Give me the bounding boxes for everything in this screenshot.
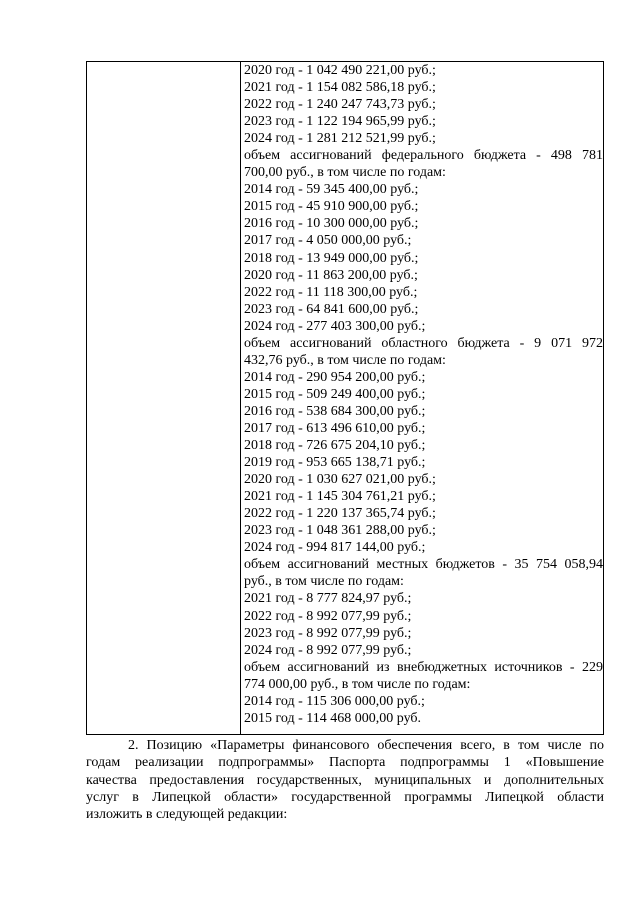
table-line: 2014 год - 115 306 000,00 руб.; [244, 693, 425, 709]
paragraph-line: 2. Позицию «Параметры финансового обеспечения всего, в том числе по [128, 738, 604, 753]
table-line: 432,76 руб., в том числе по годам: [244, 352, 446, 368]
table-line: объем ассигнований областного бюджета - 9 071 972 [244, 335, 603, 351]
table-line: 2020 год - 1 030 627 021,00 руб.; [244, 472, 436, 488]
table-line: 2018 год - 726 675 204,10 руб.; [244, 438, 426, 454]
table-line: 2015 год - 114 468 000,00 руб. [244, 710, 422, 726]
table-line: 2022 год - 1 220 137 365,74 руб.; [244, 506, 436, 522]
table-line: 2016 год - 538 684 300,00 руб.; [244, 403, 426, 419]
table-line: 2024 год - 994 817 144,00 руб.; [244, 540, 426, 556]
table-line: 774 000,00 руб., в том числе по годам: [244, 676, 471, 692]
table-line: 2024 год - 277 403 300,00 руб.; [244, 318, 426, 334]
table-line: 2023 год - 1 122 194 965,99 руб.; [244, 114, 436, 130]
table-value-cell [242, 62, 603, 734]
table-line: 2021 год - 8 777 824,97 руб.; [244, 591, 412, 607]
table-line: объем ассигнований федерального бюджета - 498 781 [244, 148, 603, 164]
paragraph-line: изложить в следующей редакции: [86, 807, 288, 823]
table-line: 2021 год - 1 154 082 586,18 руб.; [244, 80, 436, 96]
table-line: 2018 год - 13 949 000,00 руб.; [244, 250, 419, 266]
amendment-paragraph [86, 737, 604, 823]
table-line: 2024 год - 1 281 212 521,99 руб.; [244, 131, 436, 147]
table-label-cell [87, 62, 241, 734]
table-line: 2020 год - 1 042 490 221,00 руб.; [244, 63, 436, 78]
table-line: 2024 год - 8 992 077,99 руб.; [244, 642, 412, 658]
table-line: 2019 год - 953 665 138,71 руб.; [244, 455, 426, 471]
table-line: 2015 год - 45 910 900,00 руб.; [244, 199, 419, 215]
table-line: 2020 год - 11 863 200,00 руб.; [244, 267, 418, 283]
paragraph-line: годам реализации подпрограммы» Паспорта подпрограммы 1 «Повышение [86, 755, 604, 771]
table-line: 2022 год - 8 992 077,99 руб.; [244, 608, 412, 624]
table-line: 700,00 руб., в том числе по годам: [244, 165, 446, 181]
table-line: 2022 год - 1 240 247 743,73 руб.; [244, 97, 436, 113]
paragraph-line: качества предоставления государственных, муниципальных и дополнительных [86, 772, 604, 788]
table-line: объем ассигнований местных бюджетов - 35 754 058,94 [244, 557, 603, 573]
paragraph-line: услуг в Липецкой области» государственной программы Липецкой области [86, 789, 604, 805]
table-line: руб., в том числе по годам: [244, 574, 404, 590]
table-line: объем ассигнований из внебюджетных источников - 229 [244, 659, 603, 675]
table-line: 2016 год - 10 300 000,00 руб.; [244, 216, 419, 232]
table-line: 2017 год - 4 050 000,00 руб.; [244, 233, 412, 249]
table-line: 2015 год - 509 249 400,00 руб.; [244, 386, 426, 402]
table-line: 2023 год - 8 992 077,99 руб.; [244, 625, 412, 641]
table-line: 2021 год - 1 145 304 761,21 руб.; [244, 489, 436, 505]
table-line: 2023 год - 1 048 361 288,00 руб.; [244, 523, 436, 539]
table-line: 2022 год - 11 118 300,00 руб.; [244, 284, 418, 300]
table-line: 2014 год - 59 345 400,00 руб.; [244, 182, 419, 198]
table-line: 2017 год - 613 496 610,00 руб.; [244, 420, 426, 436]
table-line: 2014 год - 290 954 200,00 руб.; [244, 369, 426, 385]
financing-table [86, 61, 604, 735]
table-line: 2023 год - 64 841 600,00 руб.; [244, 301, 419, 317]
